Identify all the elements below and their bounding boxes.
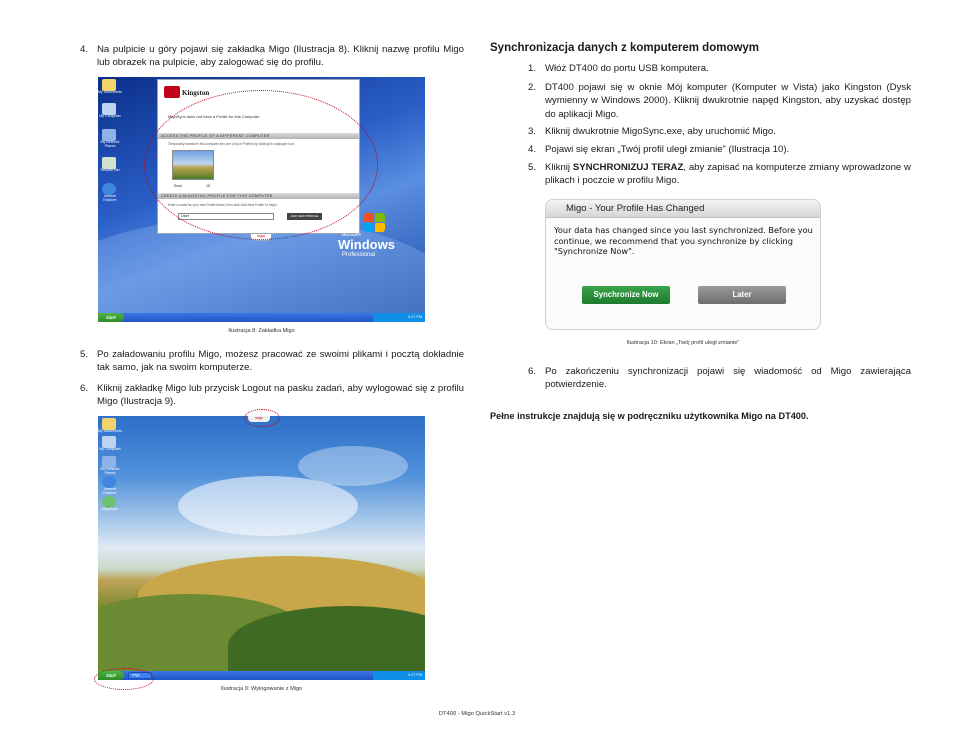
section-heading: Synchronizacja danych z komputerem domowym (490, 42, 760, 54)
brand-name: Kingston (182, 89, 210, 97)
windows-flag-icon (364, 213, 386, 233)
step-text: Po załadowaniu profilu Migo, możesz pracować ze swoimi plikami i pocztą dokładnie tak samo, jak na swoim komputerze. (97, 349, 464, 374)
os-edition: Professional (342, 252, 376, 258)
sync-step-1 (528, 62, 911, 75)
icon-label: MigoSync (102, 507, 118, 511)
icon-label: My Network Places (100, 467, 120, 475)
step-number: 5. (528, 162, 537, 173)
section-hint: Enter a name for your new Profile below, then click 'Add New Profile' to begin. (168, 203, 278, 207)
figure-9-caption: Ilustracja 9: Wylogowanie z Migo (220, 686, 303, 692)
panel-tagline: MigoSync does not have a Profile for this Computer. (168, 114, 261, 119)
sync-step-6 (528, 365, 911, 392)
page-footer: DT400 - Migo QuickStart v1.3 (438, 711, 516, 717)
step-6 (80, 382, 464, 409)
add-new-profile-button[interactable]: ADD NEW PROFILE (287, 213, 322, 220)
figure-8-screenshot (98, 77, 425, 322)
manual-note: Pełne instrukcje znajdują się w podręczniku użytkownika Migo na DT400. (490, 411, 809, 421)
step-text (545, 161, 911, 188)
figure-10-caption: Ilustracja 10: Ekran „Twój profil uległ zmianie” (626, 340, 740, 346)
step-number: 4. (528, 144, 537, 155)
step-number: 1. (528, 63, 537, 74)
icon-label: My Documents (98, 429, 122, 433)
highlight-circle-tab (244, 409, 280, 427)
figure-9-screenshot (98, 416, 425, 680)
step-number: 2. (528, 82, 537, 93)
profile-changed-dialog (545, 199, 821, 330)
profile-name: Root (174, 184, 182, 188)
profile-value: 15 (206, 184, 210, 188)
system-tray-clock: 4:17 PM (373, 313, 425, 322)
step-number: 3. (528, 126, 537, 137)
dialog-message: Your data has changed since you last synchronized. Before you continue, we recommend that you synchronize by clicking "Synchronize Now". (554, 225, 813, 256)
later-button[interactable]: Later (698, 286, 786, 304)
step-number: 6. (528, 366, 537, 377)
migo-tab[interactable]: migo (250, 234, 272, 241)
icon-label: My Documents (98, 90, 122, 94)
step-number: 4. (80, 44, 89, 55)
taskbar (98, 313, 425, 322)
step-text: DT400 pojawi się w oknie Mój komputer (Komputer w Vista) jako Kingston (Dysk wymienny w Windows 2000). Kliknij dwukrotnie napęd Kingston, aby uzyskać dostęp do aplikacji Migo. (545, 82, 911, 120)
step-5 (80, 348, 464, 375)
icon-label: My Computer (99, 114, 121, 118)
sync-step-2 (528, 81, 911, 121)
section-different-computer: ACCESS THE PROFILE OF A DIFFERENT COMPUTER (158, 133, 359, 139)
input-value: User (181, 214, 190, 218)
start-button[interactable]: start (98, 313, 124, 322)
taskbar-migo-button[interactable]: migo (128, 672, 152, 679)
sync-step-4 (528, 143, 911, 156)
cloud (178, 476, 358, 536)
step-text: Włóż DT400 do portu USB komputera. (545, 63, 709, 74)
os-name: Windows (338, 237, 395, 252)
sync-step-5 (528, 161, 911, 188)
highlight-ellipse (144, 90, 378, 240)
step-text: Po zakończeniu synchronizacji pojawi się wiadomość od Migo zawierająca potwierdzenie. (545, 366, 911, 391)
step-text-pre: Kliknij (545, 162, 573, 173)
icon-label: My Network Places (100, 140, 120, 148)
migo-tab[interactable]: migo (248, 416, 270, 422)
icon-label: Internet Explorer (103, 194, 117, 202)
system-tray-clock: 4:17 PM (373, 671, 425, 680)
os-brand-small: Microsoft® (342, 232, 362, 237)
step-number: 5. (80, 349, 89, 360)
synchronize-now-emphasis: SYNCHRONIZUJ TERAZ (572, 162, 684, 173)
sync-step-3 (528, 125, 911, 138)
icon-label: My Computer (99, 447, 121, 451)
section-hint: Temporarily transform this computer into one of your Profiles by clicking its wallpaper icon. (168, 142, 296, 146)
icon-label: Internet Explorer (103, 487, 117, 495)
start-button[interactable]: start (98, 671, 124, 680)
step-text-post: , aby zapisać na komputerze zmiany wprowadzone w plikach i poczcie w profilu Migo. (545, 162, 911, 187)
step-number: 6. (80, 383, 89, 394)
step-text: Pojawi się ekran „Twój profil uległ zmianie” (Ilustracja 10). (545, 144, 790, 155)
cloud (298, 446, 408, 486)
figure-8-caption: Ilustracja 8: Zakładka Migo (228, 328, 295, 334)
kingston-logo (164, 86, 180, 98)
dialog-title: Migo - Your Profile Has Changed (546, 200, 820, 218)
section-create-profile: CREATE A MIGOSYNC PROFILE FOR THIS COMPUTER (158, 193, 359, 199)
step-text: Kliknij dwukrotnie MigoSync.exe, aby uruchomić Migo. (545, 126, 776, 137)
synchronize-now-button[interactable]: Synchronize Now (582, 286, 670, 304)
step-text: Na pulpicie u góry pojawi się zakładka Migo (Ilustracja 8). Kliknij nazwę profilu Migo lub obrazek na pulpicie, aby zalogować się do profilu. (97, 44, 464, 69)
step-text: Kliknij zakładkę Migo lub przycisk Logout na pasku zadań, aby wylogować się z profilu Migo (Ilustracja 9). (97, 383, 464, 408)
step-4 (80, 43, 464, 70)
icon-label: Recycle Bin (100, 168, 120, 172)
